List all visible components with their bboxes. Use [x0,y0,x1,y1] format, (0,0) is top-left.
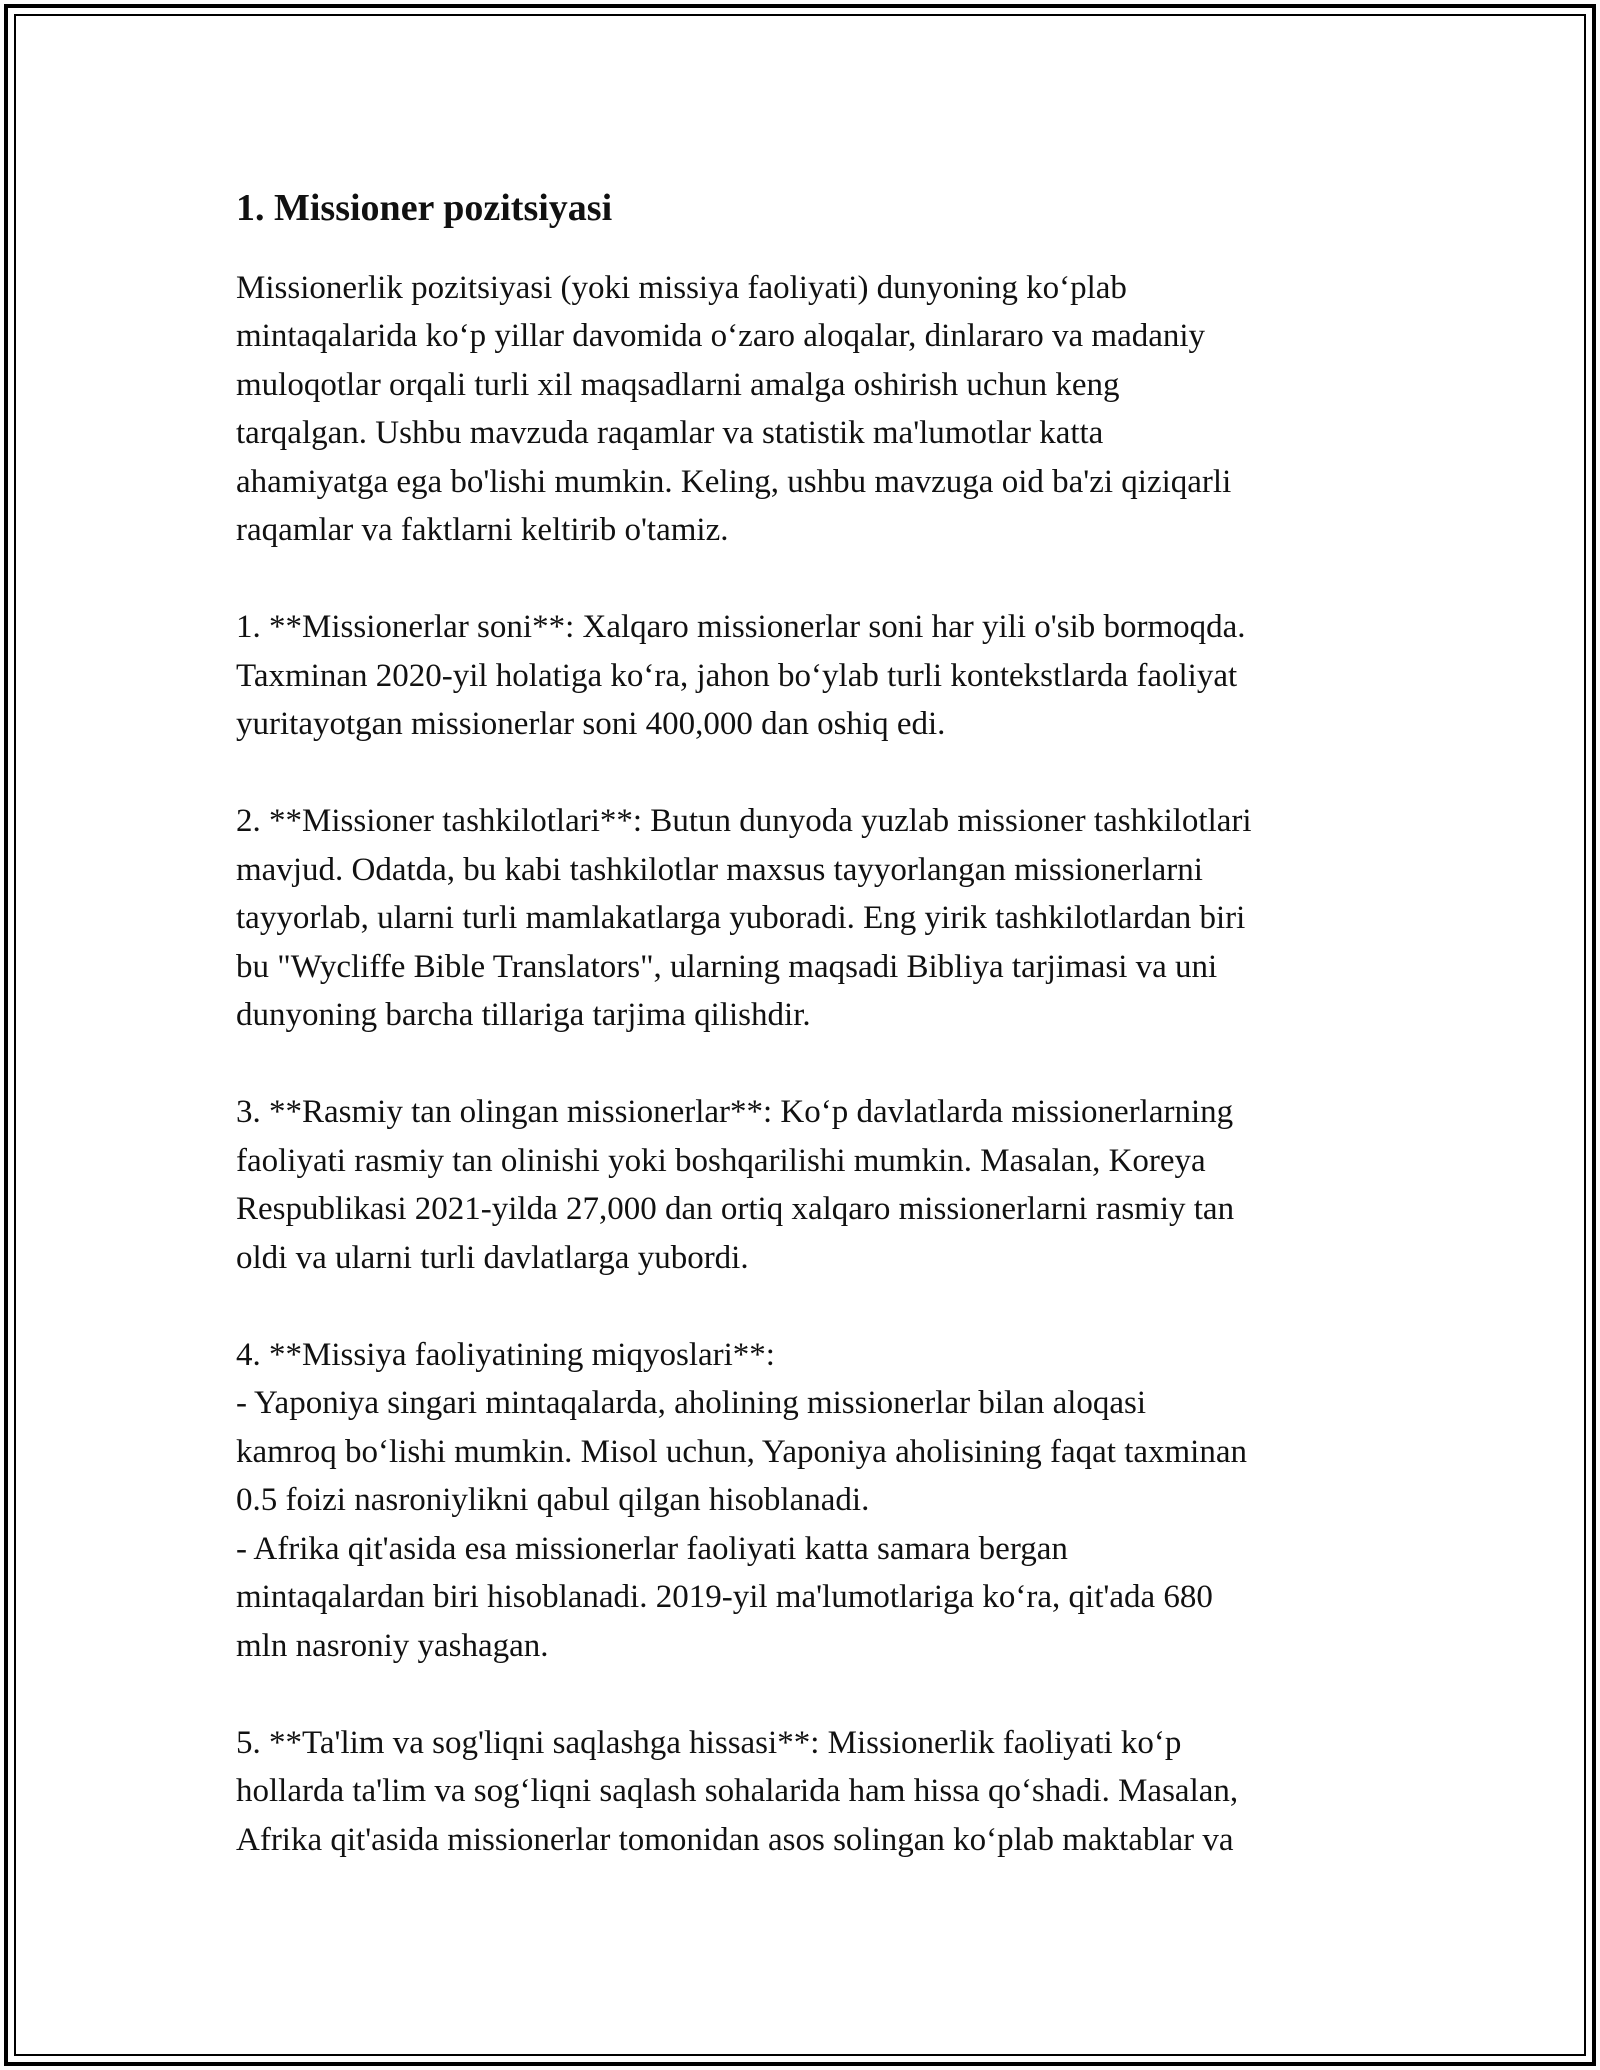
item-missionary-organizations: 2. **Missioner tashkilotlari**: Butun dunyoda yuzlab missioner tashkilotlari mavjud. Odatda, bu kabi tashkilotlar maxsus tayyorlangan missionerlarni tayyorlab, ularni turli mamlakatlarga yuboradi. Eng yirik tashkilotlardan biri bu "Wycliffe Bible Translators", ularning maqsadi Bibliya tarjimasi va uni dunyoning barcha tillariga tarjima qilishdir. [236,803,1252,1034]
paragraph-gap [236,1040,1396,1089]
paragraph-gap [236,1670,1396,1719]
item-official-missionaries: 3. **Rasmiy tan olingan missionerlar**: Ko‘p davlatlarda missionerlarning faoliyati rasmiy tan olinishi yoki boshqarilishi mumkin. Masalan, Koreya Respublikasi 2021-yilda 27,000 dan ortiq xalqaro missionerlarni rasmiy tan oldi va ularni turli davlatlarga yubordi. [236,1094,1235,1276]
paragraph-gap [236,749,1396,798]
paragraph-gap [236,1282,1396,1331]
section-heading: 1. Missioner pozitsiyasi [236,187,613,229]
item-education-health: 5. **Ta'lim va sog'liqni saqlashga hissasi**: Missionerlik faoliyati ko‘p hollarda ta'lim va sog‘liqni saqlash sohalarida ham hissa qo‘shadi. Masalan, Afrika qit'asida missionerlar tomonidan asos solingan ko‘plab maktablar va [236,1724,1239,1858]
item-missionary-count: 1. **Missionerlar soni**: Xalqaro missionerlar soni har yili o'sib bormoqda. Taxminan 2020-yil holatiga ko‘ra, jahon bo‘ylab turli kontekstlarda faoliyat yuritayotgan missionerlar soni 400,000 dan oshiq edi. [236,609,1246,743]
document-body [236,186,1396,1864]
item-mission-scale: 4. **Missiya faoliyatining miqyoslari**: - Yaponiya singari mintaqalarda, aholining missionerlar bilan aloqasi kamroq bo‘lishi mumkin. Misol uchun, Yaponiya aholisining faqat taxminan 0.5 foizi nasroniylikni qabul qilgan hisoblanadi. - Afrika qit'asida esa missionerlar faoliyati katta samara bergan mintaqalardan biri hisoblanadi. 2019-yil ma'lumotlariga ko‘ra, qit'ada 680 mln nasroniy yashagan. [236,1336,1247,1664]
intro-paragraph: Missionerlik pozitsiyasi (yoki missiya faoliyati) dunyoning ko‘plab mintaqalarida ko‘p yillar davomida o‘zaro aloqalar, dinlararo va madaniy muloqotlar orqali turli xil maqsadlarni amalga oshirish uchun keng tarqalgan. Ushbu mavzuda raqamlar va statistik ma'lumotlar katta ahamiyatga ega bo'lishi mumkin. Keling, ushbu mavzuga oid ba'zi qiziqarli raqamlar va faktlarni keltirib o'tamiz. [236,269,1232,549]
paragraph-gap [236,555,1396,604]
